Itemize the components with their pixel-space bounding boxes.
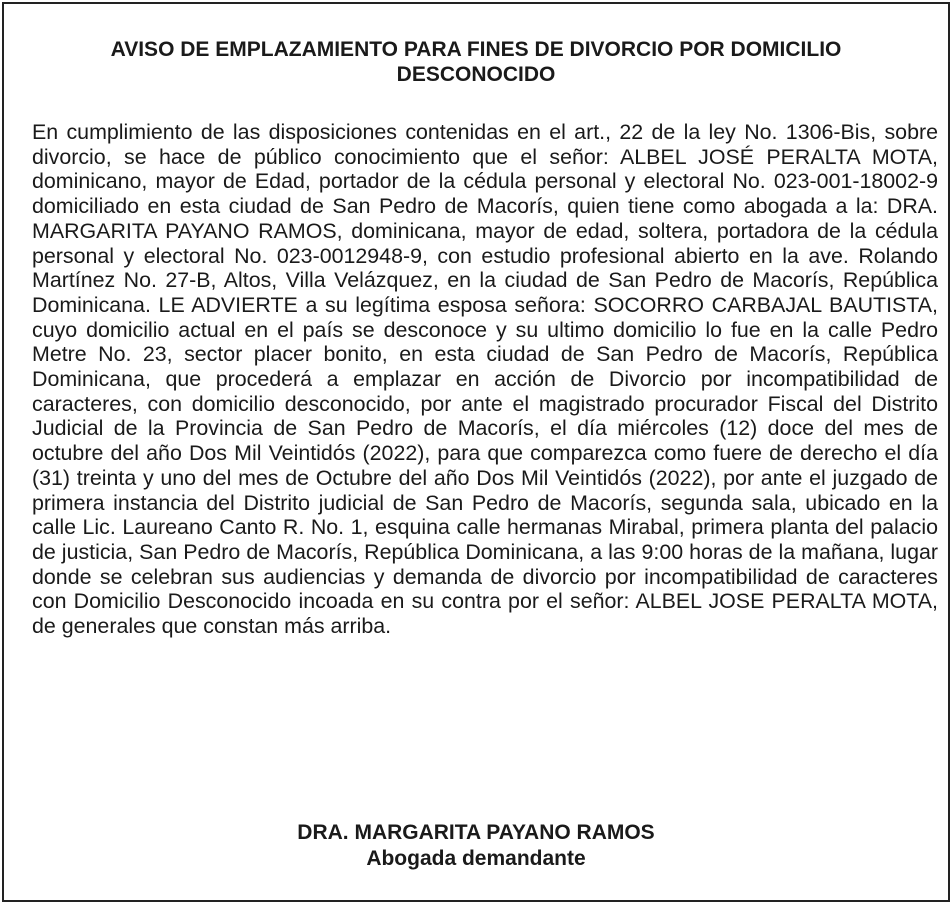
- signature-role: Abogada demandante: [366, 847, 586, 870]
- notice-body: En cumplimiento de las disposiciones contenidas en el art., 22 de la ley No. 1306-Bis, sobre divorcio, se hace de público conocimiento que el señor: ALBEL JOSÉ PERALTA MOTA, dominicano, mayor de Edad, portador de la cédula personal y electoral No. 023-001-18002-9 domiciliado en esta ciudad de San Pedro de Macorís, quien tiene como abogada a la: DRA. MARGARITA PAYANO RAMOS, dominicana, mayor de edad, soltera, portadora de la cédula personal y electoral No. 023-0012948-9, con estudio profesional abierto en la ave. Rolando Martínez No. 27-B, Altos, Villa Velázquez, en la ciudad de San Pedro de Macorís, República Dominicana. LE ADVIERTE a su legítima esposa señora: SOCORRO CARBAJAL BAUTISTA, cuyo domicilio actual en el país se desconoce y su ultimo domicilio lo fue en la calle Pedro Metre No. 23, sector placer bonito, en esta ciudad de San Pedro de Macorís, República Dominicana, que procederá a emplazar en acción de Divorcio por incompatibilidad de caracteres, con domicilio desconocido, por ante el magistrado procurador Fiscal del Distrito Judicial de la Provincia de San Pedro de Macorís, el día miércoles (12) doce del mes de octubre del año Dos Mil Veintidós (2022), para que comparezca como fuere de derecho el día (31) treinta y uno del mes de Octubre del año Dos Mil Veintidós (2022), por ante el juzgado de primera instancia del Distrito judicial de San Pedro de Macorís, segunda sala, ubicado en la calle Lic. Laureano Canto R. No. 1, esquina calle hermanas Mirabal, primera planta del palacio de justicia, San Pedro de Macorís, República Dominicana, a las 9:00 horas de la mañana, lugar donde se celebran sus audiencias y demanda de divorcio por incompatibilidad de caracteres con Domicilio Desconocido incoada en su contra por el señor: ALBEL JOSE PERALTA MOTA, de generales que constan más arriba.: [32, 120, 938, 639]
- notice-title: AVISO DE EMPLAZAMIENTO PARA FINES DE DIVORCIO POR DOMICILIO DESCONOCIDO: [110, 38, 842, 86]
- signature-name: DRA. MARGARITA PAYANO RAMOS: [297, 821, 655, 844]
- signature-block: [4, 820, 948, 872]
- legal-notice: [2, 2, 950, 902]
